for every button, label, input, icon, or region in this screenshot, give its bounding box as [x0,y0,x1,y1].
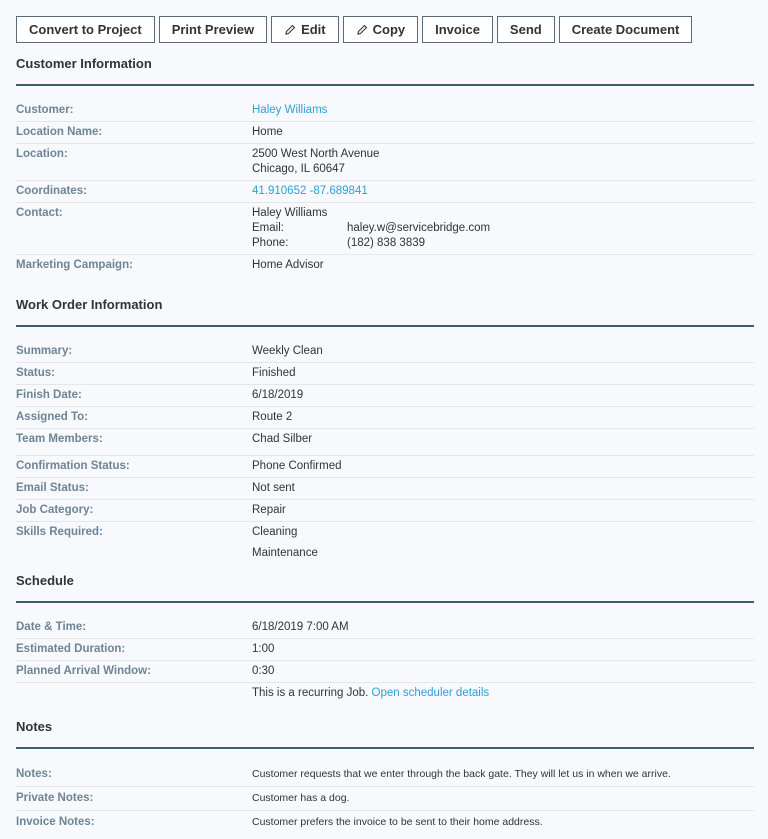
customer-link[interactable]: Haley Williams [252,104,328,116]
field-label: Date & Time: [16,621,87,633]
coordinates-link[interactable]: 41.910652 -87.689841 [252,185,368,197]
private-notes-row [16,787,754,811]
notes-value: Customer requests that we enter through the back gate. They will let us in when we arrive. [252,768,671,780]
recurring-text: This is a recurring Job. [252,687,369,699]
create-document-label: Create Document [571,22,680,37]
field-label: Invoice Notes: [16,816,95,828]
invoice-notes-row [16,811,754,834]
email-status-row [16,478,754,500]
field-label: Private Notes: [16,792,94,804]
location-name-value: Home [252,126,283,138]
email-status-value: Not sent [252,482,295,494]
summary-value: Weekly Clean [252,345,323,357]
field-label: Estimated Duration: [16,643,126,655]
estimated-duration-row [16,639,754,661]
field-label: Skills Required: [16,526,103,538]
notes-section [16,716,754,834]
field-label: Marketing Campaign: [16,259,133,271]
pencil-icon [284,24,296,36]
section-divider [16,601,754,603]
email-key: Email: [252,222,284,234]
work-order-section [16,294,754,564]
field-label: Planned Arrival Window: [16,665,151,677]
invoice-button[interactable] [422,16,493,43]
field-label: Status: [16,367,55,379]
field-label: Summary: [16,345,73,357]
field-label: Customer: [16,104,74,116]
invoice-label: Invoice [435,22,480,37]
coordinates-row [16,181,754,203]
action-toolbar [16,16,692,43]
section-title: Schedule [16,573,74,588]
invoice-notes-value: Customer prefers the invoice to be sent to their home address. [252,816,543,828]
location-name-row [16,122,754,144]
open-scheduler-link[interactable]: Open scheduler details [371,687,490,699]
job-category-value: Repair [252,504,286,516]
contact-name: Haley Williams [252,207,328,219]
print-preview-button[interactable] [159,16,267,43]
field-label: Job Category: [16,504,94,516]
section-divider [16,747,754,749]
summary-row [16,341,754,363]
skill-item: Cleaning [252,526,298,538]
recurring-row [16,683,754,704]
location-row [16,144,754,181]
address-line-2: Chicago, IL 60647 [252,163,345,175]
field-label: Assigned To: [16,411,88,423]
edit-label: Edit [301,22,326,37]
section-divider [16,325,754,327]
field-label: Notes: [16,768,52,780]
field-label: Confirmation Status: [16,460,130,472]
team-members-row [16,429,754,456]
section-title: Customer Information [16,56,152,71]
pencil-icon [356,24,368,36]
contact-row [16,203,754,255]
section-title: Notes [16,719,53,734]
field-label: Location: [16,148,68,160]
date-time-row [16,617,754,639]
schedule-section [16,570,754,704]
status-value: Finished [252,367,296,379]
marketing-campaign-row [16,255,754,276]
confirmation-status-value: Phone Confirmed [252,460,342,472]
notes-row [16,763,754,787]
convert-to-project-button[interactable] [16,16,155,43]
convert-label: Convert to Project [29,22,142,37]
job-category-row [16,500,754,522]
field-label: Location Name: [16,126,103,138]
field-label: Coordinates: [16,185,87,197]
copy-button[interactable] [343,16,419,43]
send-label: Send [509,22,542,37]
estimated-duration-value: 1:00 [252,643,275,655]
campaign-value: Home Advisor [252,259,324,271]
status-row [16,363,754,385]
field-label: Email Status: [16,482,89,494]
copy-label: Copy [372,22,406,37]
private-notes-value: Customer has a dog. [252,792,350,804]
customer-row [16,100,754,122]
date-time-value: 6/18/2019 7:00 AM [252,621,349,633]
arrival-window-row [16,661,754,683]
phone-key: Phone: [252,237,289,249]
assigned-to-value: Route 2 [252,411,293,423]
section-divider [16,84,754,86]
address-line-1: 2500 West North Avenue [252,148,380,160]
skill-item: Maintenance [252,547,318,559]
team-members-value: Chad Silber [252,433,313,445]
skills-required-row [16,522,754,564]
field-label: Finish Date: [16,389,82,401]
print-label: Print Preview [171,22,255,37]
create-document-button[interactable] [559,16,693,43]
customer-information-section [16,53,754,276]
arrival-window-value: 0:30 [252,665,275,677]
phone-value: (182) 838 3839 [347,237,426,249]
edit-button[interactable] [271,16,339,43]
send-button[interactable] [497,16,555,43]
finish-date-value: 6/18/2019 [252,389,304,401]
email-value: haley.w@servicebridge.com [347,222,491,234]
assigned-to-row [16,407,754,429]
confirmation-status-row [16,456,754,478]
finish-date-row [16,385,754,407]
field-label: Contact: [16,207,63,219]
field-label: Team Members: [16,433,103,445]
section-title: Work Order Information [16,297,163,312]
